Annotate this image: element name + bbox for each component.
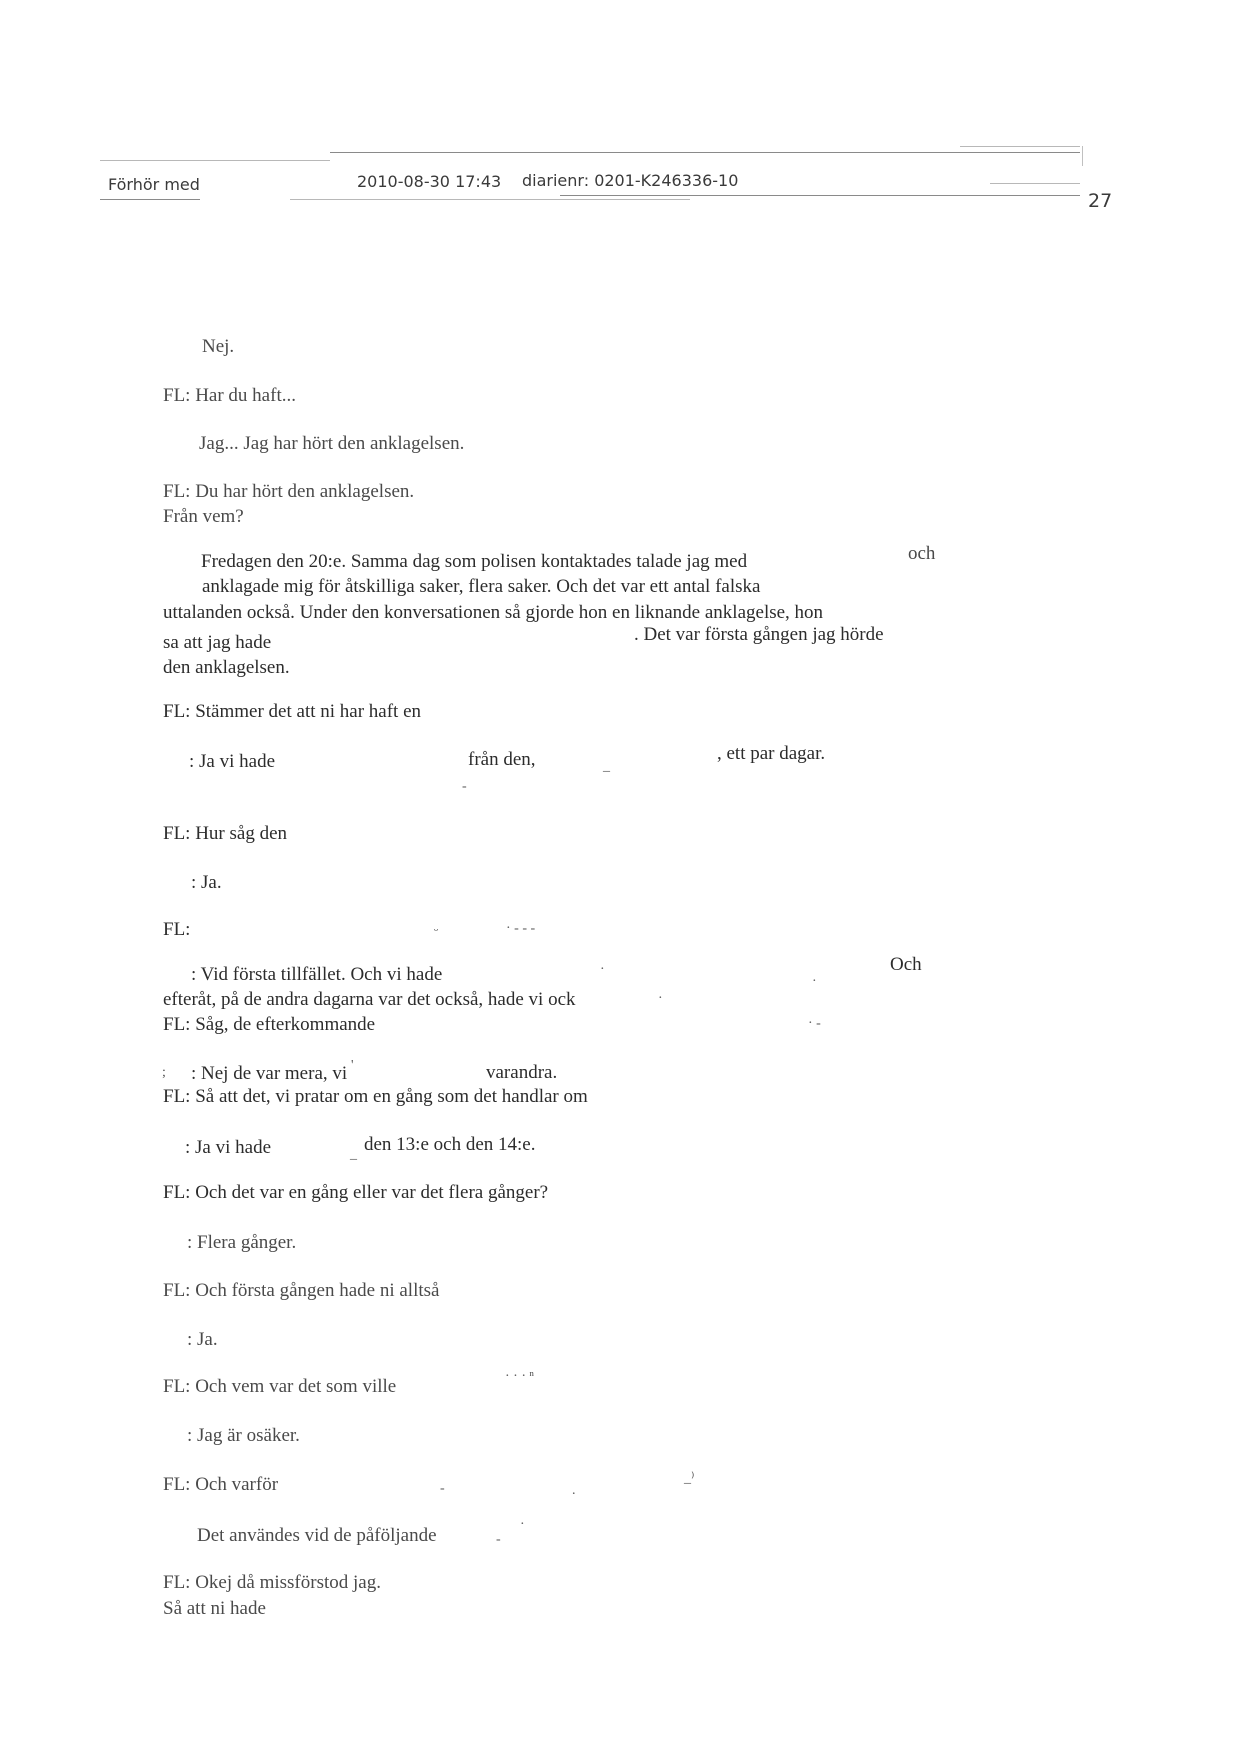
header-rule-top [330,152,1080,153]
header-rule-page-mark [990,183,1080,184]
transcript-line: FL: Har du haft... [163,385,296,406]
scan-speck: · - [808,1016,821,1031]
scan-speck: · [600,962,605,977]
transcript-line: Det användes vid de påföljande [197,1525,437,1546]
transcript-line: : Nej de var mera, vi [191,1063,348,1084]
transcript-line: efteråt, på de andra dagarna var det också, hade vi ock [163,989,576,1010]
transcript-line: FL: Du har hört den anklagelsen. [163,481,415,502]
header-datetime: 2010-08-30 17:43 [357,172,502,191]
scan-speck: · [520,1517,525,1532]
transcript-line: Och [890,954,922,975]
header-title: Förhör med [108,175,200,194]
transcript-line: från den, [468,749,536,770]
header-rule-bottom-left [100,199,200,200]
transcript-line: : Jag är osäker. [187,1425,300,1446]
header-rule-top-left [100,160,330,161]
transcript-line: : Ja vi hade [185,1137,272,1158]
transcript-line: FL: Såg, de efterkommande [163,1014,376,1035]
scan-speck: _ [350,1147,357,1162]
transcript-line: FL: Hur såg den [163,823,288,844]
transcript-line: . Det var första gången jag hörde [634,624,884,645]
scan-speck: ' [351,1058,354,1073]
transcript-line: FL: Och varför [163,1474,279,1495]
header-rule-top-right [960,146,1080,147]
transcript-line: Nej. [202,336,235,357]
transcript-line: Jag... Jag har hört den anklagelsen. [199,433,465,454]
transcript-line: FL: Okej då missförstod jag. [163,1572,381,1593]
scan-speck: · - - - [506,921,536,936]
scan-speck: _⁾ [684,1471,695,1486]
transcript-line: Från vem? [163,506,244,527]
transcript-line: FL: Och vem var det som ville [163,1376,397,1397]
scan-speck: _ [603,759,610,774]
scan-speck: · [812,974,817,989]
scan-speck: . [572,1483,576,1498]
transcript-line: : Vid första tillfället. Och vi hade [191,964,443,985]
transcript-line: Så att ni hade [163,1598,266,1619]
transcript-line: sa att jag hade [163,632,272,653]
transcript-line: FL: Så att det, vi pratar om en gång som det handlar om [163,1086,588,1107]
transcript-line: uttalanden också. Under den konversationen så gjorde hon en liknande anklagelse, hon [163,602,824,623]
scan-speck: - [496,1532,501,1547]
header-diarienr: diarienr: 0201-K246336-10 [522,171,739,190]
transcript-line: : Flera gånger. [187,1232,297,1253]
scan-speck: · · · ⁿ [505,1369,534,1384]
scan-speck: ᵕ [434,924,439,939]
transcript-line: : Ja. [191,872,222,893]
header-rule-vertical [1082,146,1083,166]
transcript-line: , ett par dagar. [717,743,826,764]
transcript-line: : Ja. [187,1329,218,1350]
transcript-line: varandra. [486,1062,558,1083]
scan-speck: - [440,1481,445,1496]
transcript-line: FL: Stämmer det att ni har haft en [163,701,422,722]
transcript-line: FL: [163,919,191,940]
header-rule-bottom-right [560,195,1080,196]
transcript-line: FL: Och det var en gång eller var det flera gånger? [163,1182,549,1203]
page-number: 27 [1088,190,1113,212]
transcript-line: den 13:e och den 14:e. [364,1134,536,1155]
scan-speck: · [658,991,663,1006]
scan-speck: ; [162,1065,166,1080]
transcript-line: och [908,543,936,564]
transcript-line: anklagade mig för åtskilliga saker, flera saker. Och det var ett antal falska [202,576,761,597]
transcript-line: : Ja vi hade [189,751,276,772]
transcript-line: den anklagelsen. [163,657,290,678]
transcript-line: Fredagen den 20:e. Samma dag som polisen kontaktades talade jag med [201,551,748,572]
scan-speck: - [462,779,467,794]
header-rule-bottom-mid [290,199,690,200]
transcript-line: FL: Och första gången hade ni alltså [163,1280,440,1301]
